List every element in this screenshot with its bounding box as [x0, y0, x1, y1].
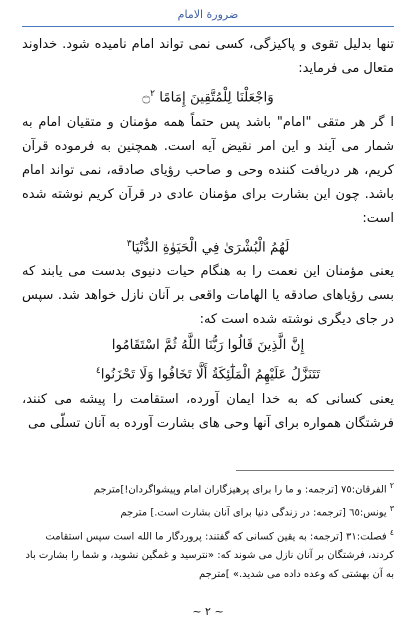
quran-verse-1	[22, 81, 394, 111]
verse-line-1: إِنَّ الَّذِينَ قَالُوا رَبُّنَا اللَّهُ ثُمَّ اسْتَقَامُوا	[111, 337, 305, 353]
footnote	[22, 476, 394, 499]
page-number: ~ ٢ ~	[192, 605, 224, 618]
footnote-text: یونس:٦٥ [ترجمه: در زندگی دنیا برای آنان بشارت است.] مترجم	[120, 507, 387, 519]
footnote-ref: ٢	[150, 89, 155, 99]
footnote-number: ٢	[389, 481, 394, 490]
verse-text: لَهُمُ الْبُشْرَىٰ فِي الْحَيَوٰةِ الدُّنْيَا	[131, 239, 290, 255]
running-header: ضرورة الامام	[177, 8, 239, 21]
paragraph-2: ا گر هر متقی "امام" باشد پس حتماً همه مؤمنان و متقیان امام به شمار می آیند و این امر نقیض آیه است. همچنین به فرموده قرآن کریم، هر دریافت کننده وحی و صاحب رؤیای صادقه، نمی تواند امام باشد. چون این بشارت برای مؤمنان عادی در قرآن کریم نوشته شده است:	[22, 114, 394, 226]
footnote	[22, 499, 394, 522]
footnote-text: فصلت:٣١ [ترجمه: به یقین کسانی که گفتند: پروردگار ما الله است سپس استقامت کردند، فرشتگان بر آنان نازل می شوند که: «نترسید و غمگین نشوید، و شما را بشارت باد به آن بهشتی که وعده داده می شدید.» ]مترجم	[25, 530, 394, 580]
paragraph-3: یعنی مؤمنان این نعمت را به هنگام حیات دنیوی بدست می یابند که بسی رؤیاهای صادقه یا الهامات واقعی بر آنان نازل خواهد شد. سپس در جای دیگری نوشته شده است که:	[22, 264, 394, 327]
footnote-separator	[236, 470, 394, 471]
footnote-text: الفرقان:٧٥ [ترجمه: و ما را برای پرهیزگاران امام وپیشواگردان!]مترجم	[93, 484, 387, 496]
main-text	[22, 33, 394, 436]
footnote	[22, 523, 394, 584]
paragraph-4: یعنی کسانی که به خدا ایمان آورده، استقامت را پیشه می کنند، فرشتگان همواره برای آنها وحی های بشارت آورده به آنان تسلّی می	[22, 391, 394, 431]
footnotes	[22, 476, 394, 584]
quran-verse-3	[22, 332, 394, 388]
footnote-ref: ٣	[126, 238, 132, 249]
quran-verse-2	[22, 231, 394, 261]
footnote-number: ٤	[389, 527, 394, 537]
paragraph-1: تنها بدلیل تقوی و پاکیزگی، کسی نمی تواند امام نامیده شود. خداوند متعال می فرماید:	[22, 37, 394, 76]
verse-text: وَاجْعَلْنَا لِلْمُتَّقِينَ إِمَامًا ۝	[142, 89, 274, 106]
footnote-number: ٣	[389, 504, 394, 514]
header-rule	[22, 26, 394, 27]
footnote-ref: ٤	[95, 366, 101, 376]
verse-line-2: تَتَنَزَّلُ عَلَيْهِمُ الْمَلَٰٓئِكَةُ أَلَّا تَخَافُوا وَلَا تَحْزَنُوا	[100, 366, 321, 383]
